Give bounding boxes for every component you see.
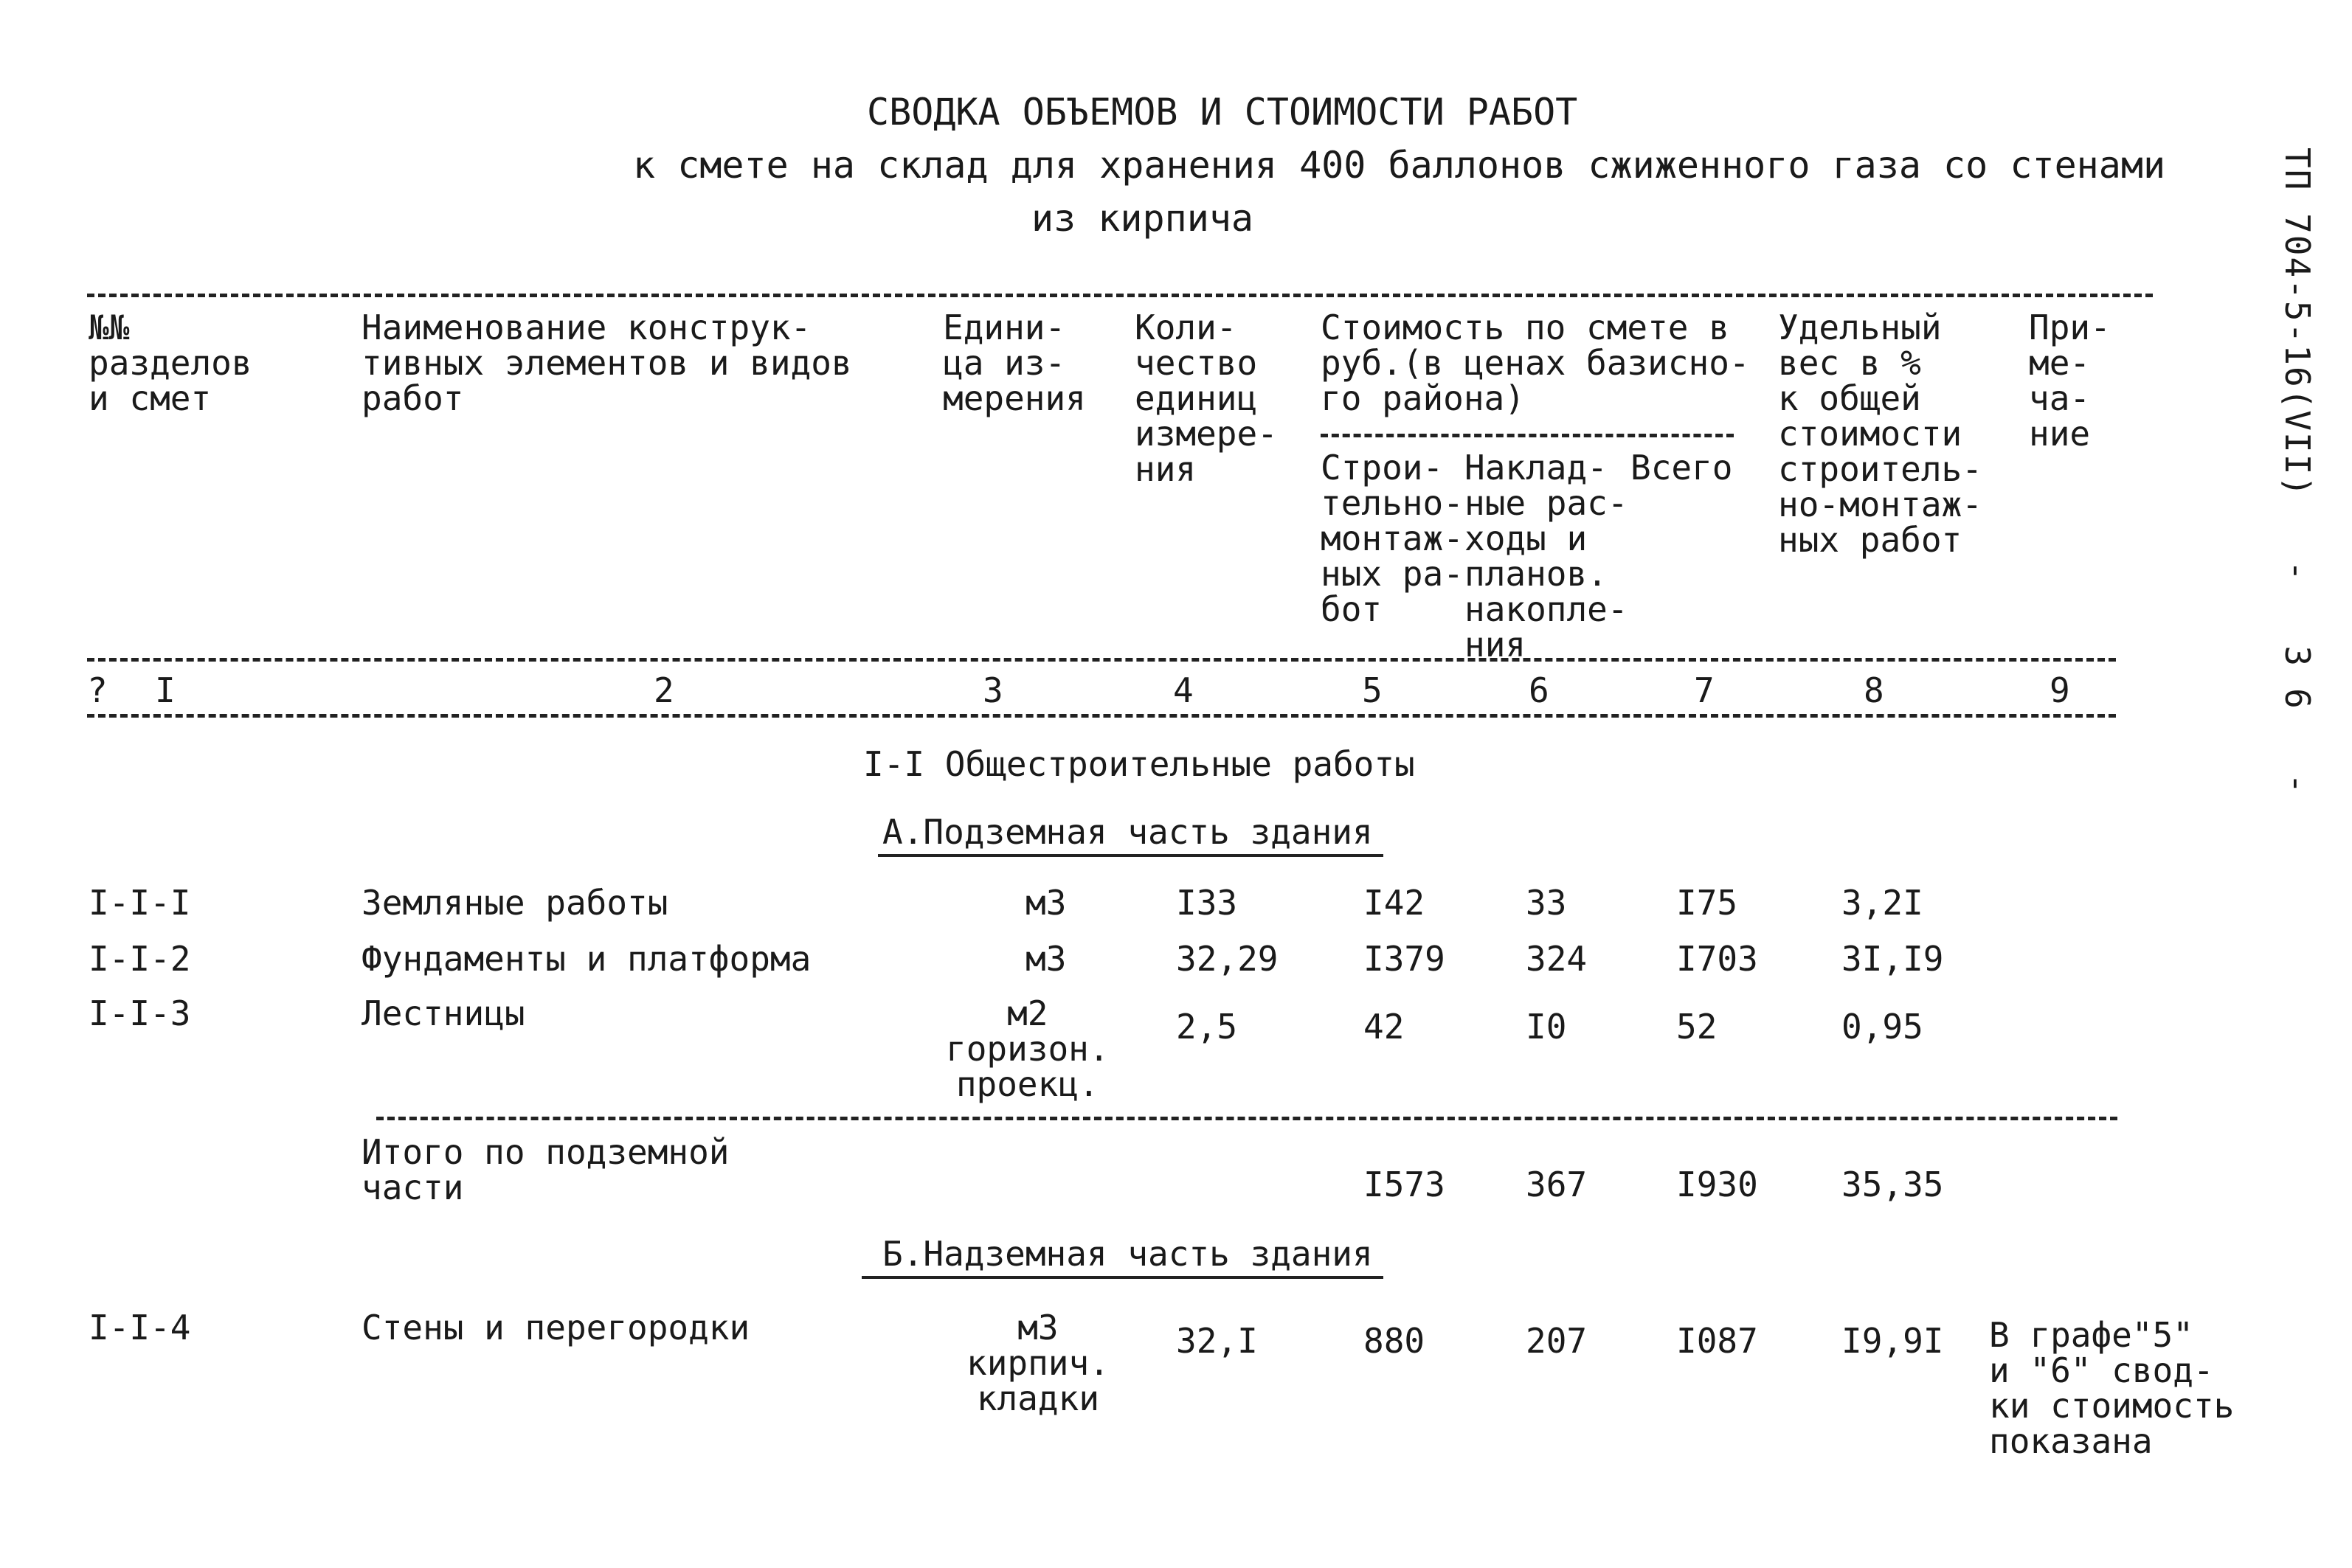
side-code-stamp: ТП 704-5-16(VII) xyxy=(2277,148,2317,499)
subsection-b-underline xyxy=(862,1276,1383,1279)
column-number-0: ? xyxy=(87,670,108,710)
header-col9: При- ме- ча- ние xyxy=(2029,308,2111,454)
row-a2-code: I-I-2 xyxy=(89,939,191,979)
subtotal-a-rule xyxy=(376,1117,2117,1120)
row-b1-note: В графе"5" и "6" свод- ки стоимость показана xyxy=(1989,1315,2235,1461)
header-col4: Коли- чество единиц измере- ния xyxy=(1135,308,1278,489)
header-cost-group: Стоимость по смете в руб.(в ценах базисно- го района) xyxy=(1321,308,1750,418)
row-b1-overhead: 207 xyxy=(1526,1321,1588,1361)
row-a1-share: 3,2I xyxy=(1841,883,1923,923)
row-a2-qty: 32,29 xyxy=(1176,939,1279,979)
row-a1-name: Земляные работы xyxy=(362,883,668,923)
row-a3-unit: м2 горизон. проекц. xyxy=(946,993,1110,1104)
row-a2-share: 3I,I9 xyxy=(1841,939,1944,979)
subtotal-a-smr: I573 xyxy=(1363,1165,1445,1204)
row-a1-unit: м3 xyxy=(1025,883,1067,923)
column-numbers-bottom-rule xyxy=(87,714,2116,718)
row-a1-code: I-I-I xyxy=(89,883,191,923)
row-b1-unit: м3 кирпич. кладки xyxy=(966,1308,1110,1418)
row-a1-smr: I42 xyxy=(1363,883,1425,923)
subtotal-a-label: Итого по подземной части xyxy=(362,1132,730,1207)
row-a2-total: I703 xyxy=(1676,939,1758,979)
header-col8: Удельный вес в % к общей стоимости строитель- но-монтаж- ных работ xyxy=(1778,308,1982,560)
column-number-8: 8 xyxy=(1864,670,1884,710)
column-number-7: 7 xyxy=(1694,670,1715,710)
row-a2-name: Фундаменты и платформа xyxy=(362,939,812,979)
header-col3: Едини- ца из- мерения xyxy=(943,308,1086,418)
page-number-stamp: - 36 - xyxy=(2277,561,2317,816)
column-number-2: 2 xyxy=(654,670,674,710)
header-cost-group-rule xyxy=(1321,434,1734,437)
row-a3-code: I-I-3 xyxy=(89,993,191,1033)
column-number-9: 9 xyxy=(2050,670,2070,710)
column-number-6: 6 xyxy=(1529,670,1549,710)
document-subtitle-line2: из кирпича xyxy=(1031,197,1254,240)
section-title: I-I Общестроительные работы xyxy=(863,744,1415,784)
row-a2-smr: I379 xyxy=(1363,939,1445,979)
column-number-4: 4 xyxy=(1173,670,1194,710)
header-top-rule xyxy=(87,294,2153,297)
column-numbers-top-rule xyxy=(87,658,2116,662)
document-title: СВОДКА ОБЪЕМОВ И СТОИМОСТИ РАБОТ xyxy=(867,91,1578,133)
row-a1-qty: I33 xyxy=(1176,883,1238,923)
column-number-1: I xyxy=(155,670,176,710)
row-b1-smr: 880 xyxy=(1363,1321,1425,1361)
row-a3-total: 52 xyxy=(1676,1007,1718,1047)
subsection-b-title: Б.Надземная часть здания xyxy=(882,1234,1373,1274)
subsection-a-underline xyxy=(878,854,1383,857)
row-a3-overhead: I0 xyxy=(1526,1007,1567,1047)
subtotal-a-share: 35,35 xyxy=(1841,1165,1944,1204)
row-b1-name: Стены и перегородки xyxy=(362,1308,750,1347)
row-b1-share: I9,9I xyxy=(1841,1321,1944,1361)
row-a2-unit: м3 xyxy=(1025,939,1067,979)
header-col7: Всего xyxy=(1630,448,1733,488)
header-col6: Наклад- ные рас- ходы и планов. накопле- ния xyxy=(1464,448,1628,665)
column-number-3: 3 xyxy=(983,670,1003,710)
header-col5: Строи- тельно- монтаж- ных ра- бот xyxy=(1321,448,1464,629)
subtotal-a-overhead: 367 xyxy=(1526,1165,1588,1204)
row-a2-overhead: 324 xyxy=(1526,939,1588,979)
header-col2: Наименование конструк- тивных элементов и видов работ xyxy=(362,308,852,418)
row-b1-qty: 32,I xyxy=(1176,1321,1258,1361)
row-a3-smr: 42 xyxy=(1363,1007,1405,1047)
row-a3-qty: 2,5 xyxy=(1176,1007,1238,1047)
row-a3-name: Лестницы xyxy=(362,993,525,1033)
column-number-5: 5 xyxy=(1362,670,1383,710)
document-subtitle-line1: к смете на склад для хранения 400 баллонов сжиженного газа со стенами xyxy=(633,144,2166,187)
row-b1-total: I087 xyxy=(1676,1321,1758,1361)
subsection-a-title: А.Подземная часть здания xyxy=(882,812,1373,852)
subtotal-a-total: I930 xyxy=(1676,1165,1758,1204)
row-a3-share: 0,95 xyxy=(1841,1007,1923,1047)
header-col1: №№ разделов и смет xyxy=(89,308,252,418)
row-a1-total: I75 xyxy=(1676,883,1738,923)
row-a1-overhead: 33 xyxy=(1526,883,1567,923)
row-b1-code: I-I-4 xyxy=(89,1308,191,1347)
